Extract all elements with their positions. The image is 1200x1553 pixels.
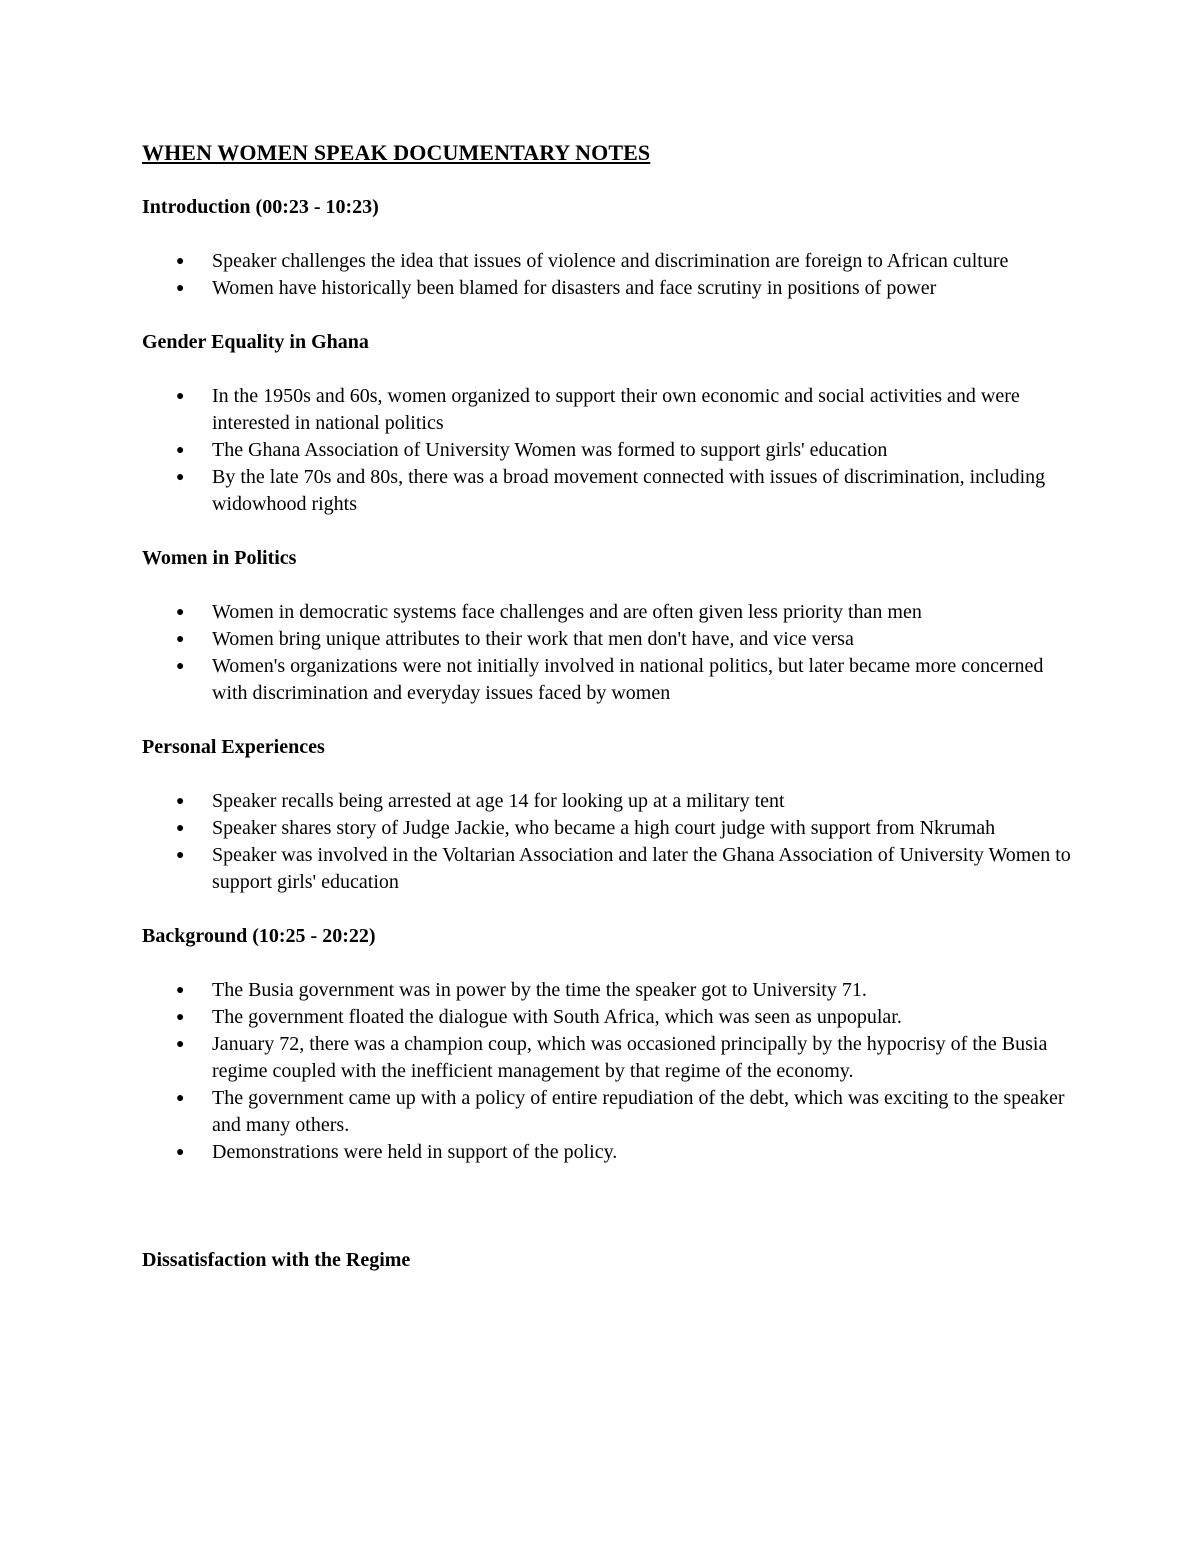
list-item-text: Women have historically been blamed for disasters and face scrutiny in positions of power (212, 277, 937, 300)
section-heading: Introduction (00:23 - 10:23) (142, 196, 379, 219)
list-item (142, 788, 1072, 815)
list-item-text: Women bring unique attributes to their work that men don't have, and vice versa (212, 628, 854, 651)
list-item (142, 653, 1072, 707)
list-item (142, 275, 1072, 302)
bullet-list (142, 977, 1072, 1166)
bullet-icon: ● (176, 794, 185, 810)
bullet-icon: ● (176, 983, 185, 999)
bullet-list (142, 599, 1072, 707)
bullet-list (142, 788, 1072, 896)
list-item-text: By the late 70s and 80s, there was a broad movement connected with issues of discrimination, including widowhood rights (212, 466, 1046, 516)
section-introduction (142, 194, 1072, 302)
document-title: WHEN WOMEN SPEAK DOCUMENTARY NOTES (142, 140, 651, 165)
blank-space (142, 1193, 1072, 1247)
list-item-text: Speaker shares story of Judge Jackie, who became a high court judge with support from Nkrumah (212, 817, 996, 840)
list-item (142, 626, 1072, 653)
section-gender-equality (142, 329, 1072, 518)
list-item (142, 977, 1072, 1004)
list-item (142, 1031, 1072, 1085)
document-page (142, 140, 1072, 1301)
bullet-icon: ● (176, 632, 185, 648)
section-women-in-politics (142, 545, 1072, 707)
section-heading: Dissatisfaction with the Regime (142, 1249, 411, 1272)
list-item (142, 383, 1072, 437)
bullet-icon: ● (176, 281, 185, 297)
list-item-text: Speaker challenges the idea that issues of violence and discrimination are foreign to African culture (212, 250, 1009, 273)
bullet-icon: ● (176, 821, 185, 837)
list-item (142, 464, 1072, 518)
list-item (142, 842, 1072, 896)
list-item-text: The Busia government was in power by the time the speaker got to University 71. (212, 979, 867, 1002)
list-item (142, 1139, 1072, 1166)
bullet-icon: ● (176, 659, 185, 675)
list-item-text: Speaker was involved in the Voltarian Association and later the Ghana Association of University Women to support girls' education (212, 844, 1071, 894)
list-item (142, 1004, 1072, 1031)
list-item (142, 1085, 1072, 1139)
bullet-icon: ● (176, 605, 185, 621)
section-background (142, 923, 1072, 1166)
list-item-text: The government floated the dialogue with South Africa, which was seen as unpopular. (212, 1006, 902, 1029)
list-item (142, 599, 1072, 626)
list-item-text: In the 1950s and 60s, women organized to support their own economic and social activities and were interested in national politics (212, 385, 1020, 435)
bullet-icon: ● (176, 1010, 185, 1026)
section-heading: Personal Experiences (142, 736, 325, 759)
section-personal-experiences (142, 734, 1072, 896)
list-item-text: January 72, there was a champion coup, which was occasioned principally by the hypocrisy of the Busia regime coupled with the inefficient management by that regime of the economy. (212, 1033, 1048, 1083)
bullet-icon: ● (176, 1145, 185, 1161)
bullet-icon: ● (176, 470, 185, 486)
list-item-text: Women's organizations were not initially involved in national politics, but later became more concerned with discrimination and everyday issues faced by women (212, 655, 1044, 705)
section-heading: Gender Equality in Ghana (142, 331, 369, 354)
list-item (142, 815, 1072, 842)
list-item-text: The Ghana Association of University Women was formed to support girls' education (212, 439, 888, 462)
bullet-icon: ● (176, 443, 185, 459)
bullet-icon: ● (176, 848, 185, 864)
section-heading: Background (10:25 - 20:22) (142, 925, 376, 948)
list-item (142, 248, 1072, 275)
bullet-icon: ● (176, 389, 185, 405)
list-item-text: Speaker recalls being arrested at age 14 for looking up at a military tent (212, 790, 785, 813)
bullet-icon: ● (176, 254, 185, 270)
section-heading: Women in Politics (142, 547, 297, 570)
list-item-text: Demonstrations were held in support of the policy. (212, 1141, 618, 1164)
list-item (142, 437, 1072, 464)
section-dissatisfaction (142, 1247, 1072, 1274)
bullet-icon: ● (176, 1091, 185, 1107)
list-item-text: Women in democratic systems face challenges and are often given less priority than men (212, 601, 922, 624)
bullet-icon: ● (176, 1037, 185, 1053)
bullet-list (142, 248, 1072, 302)
bullet-list (142, 383, 1072, 518)
list-item-text: The government came up with a policy of entire repudiation of the debt, which was exciting to the speaker and many others. (212, 1087, 1065, 1137)
